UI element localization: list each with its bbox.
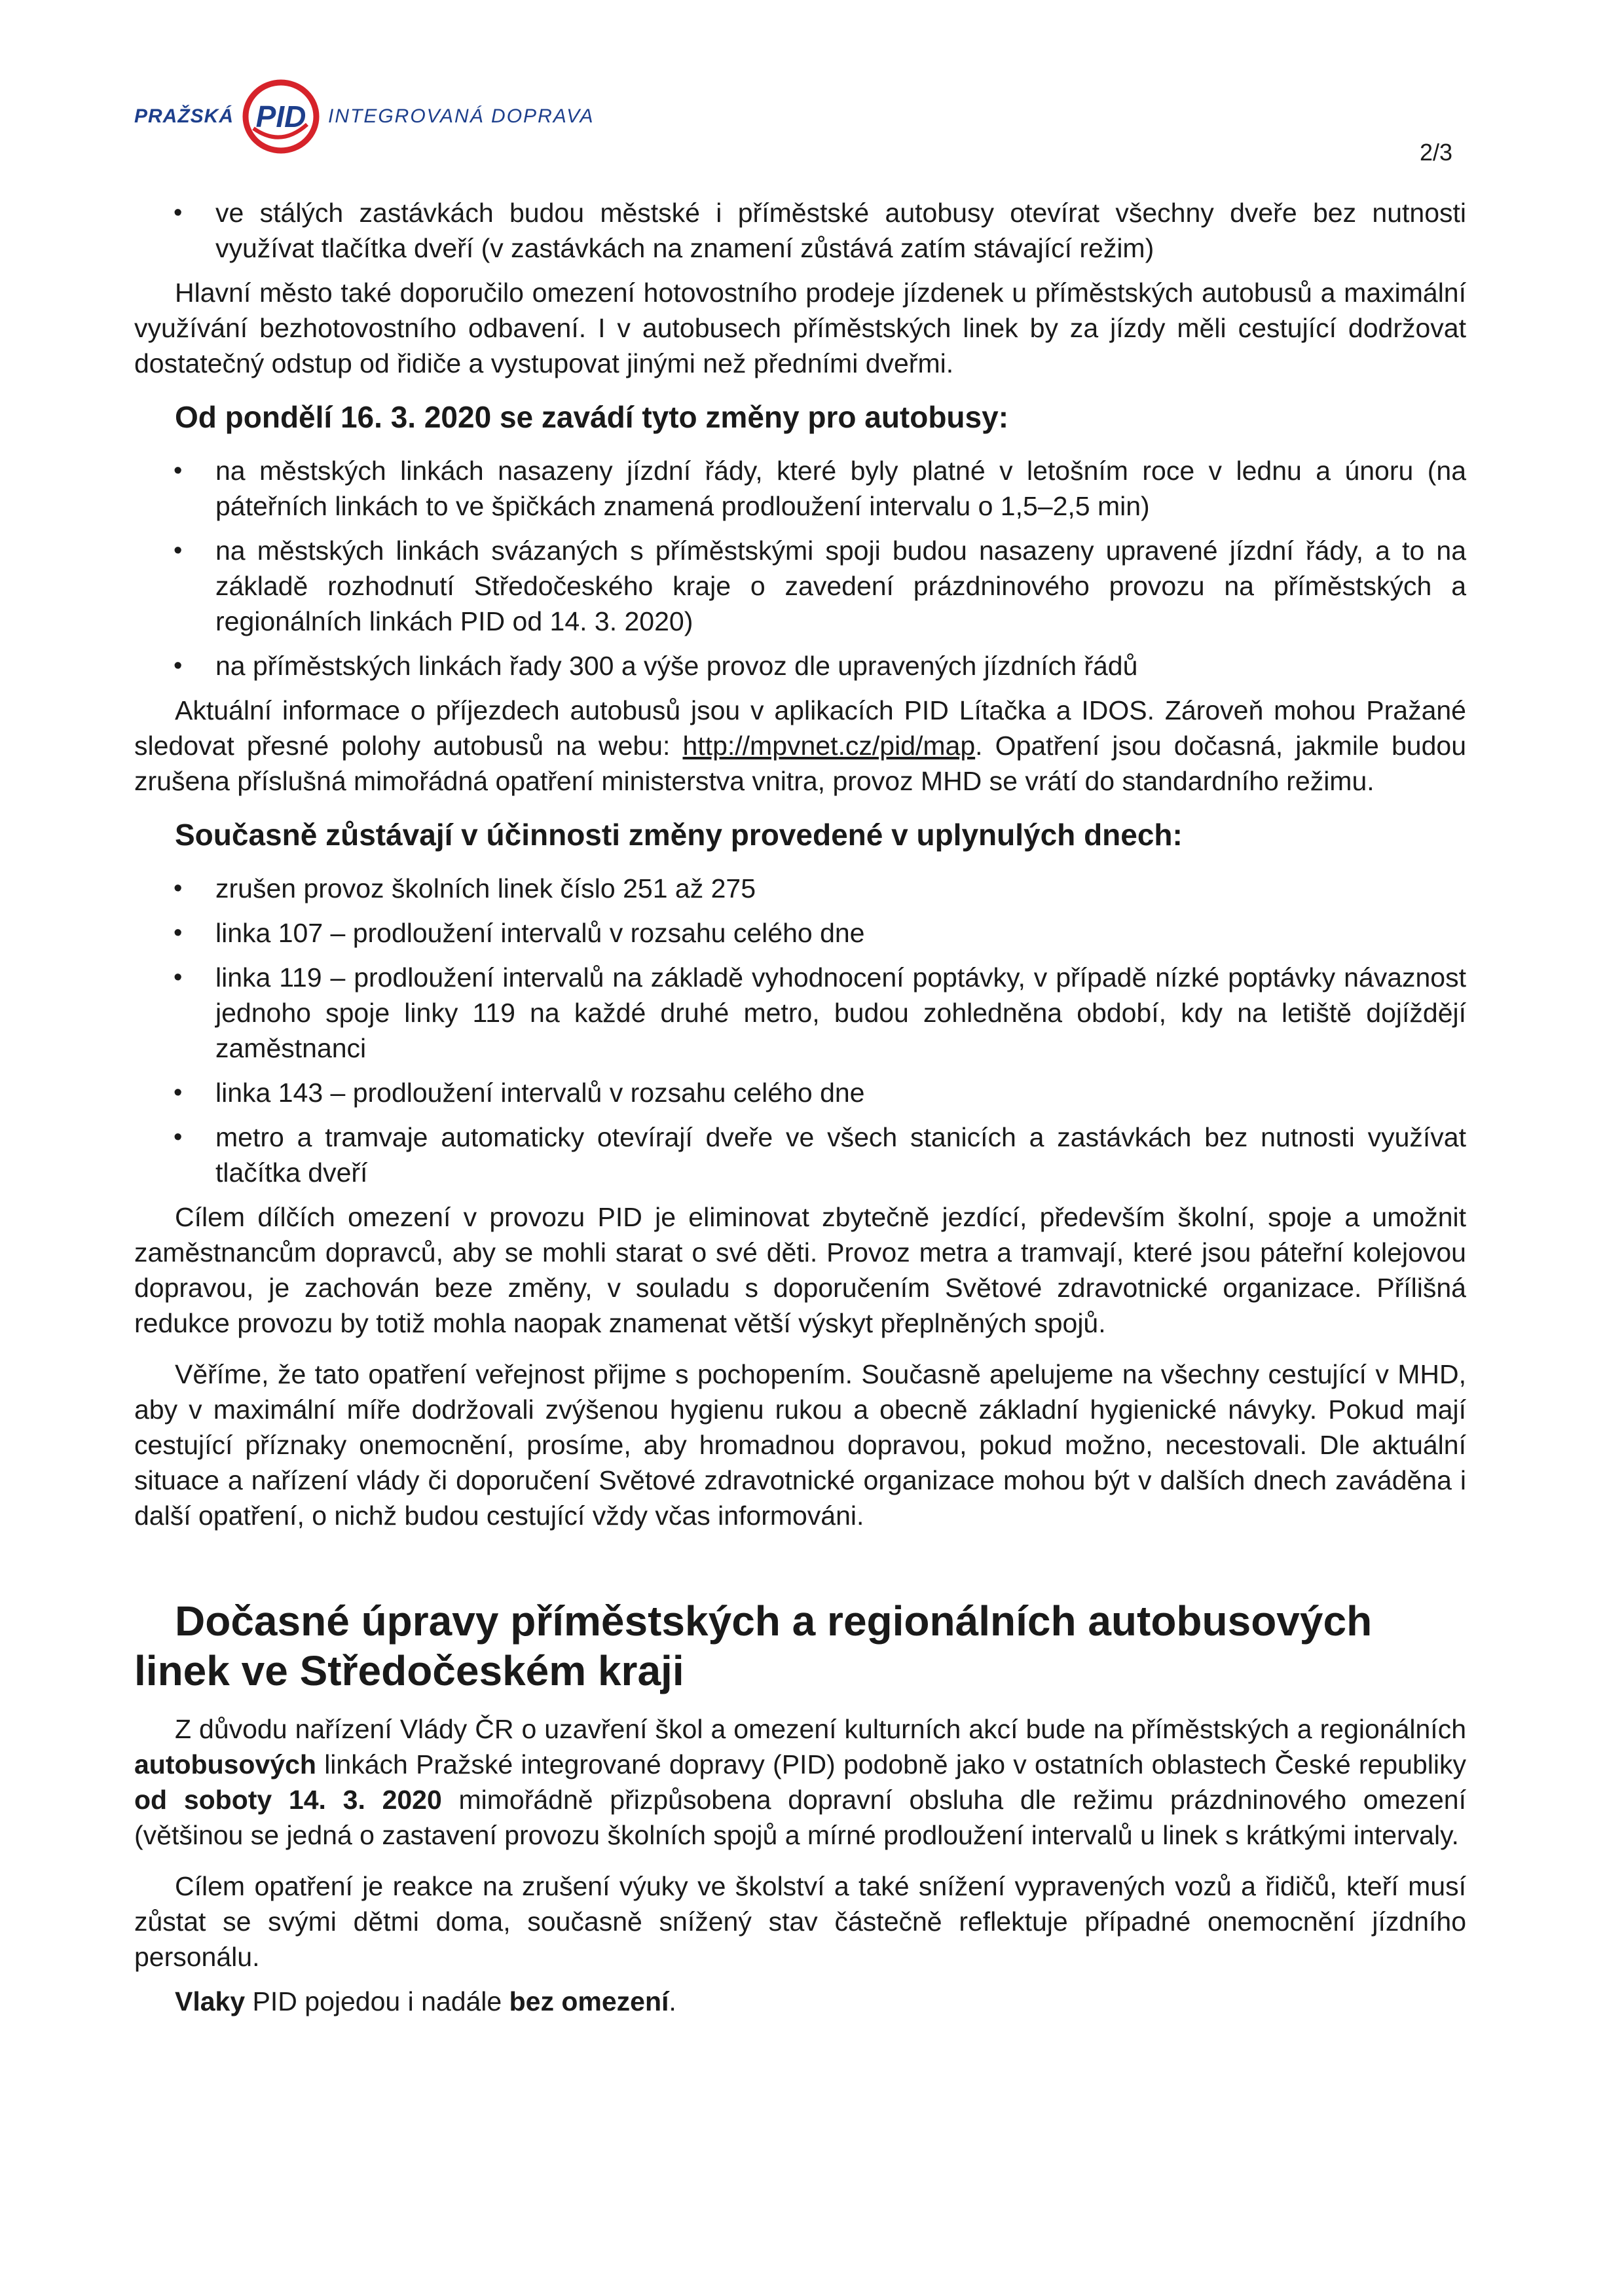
existing-changes-list xyxy=(134,871,1466,1190)
list-item: • ve stálých zastávkách budou městské i příměstské autobusy otevírat všechny dveře bez nutnosti využívat tlačítka dveří (v zastávkách na znamení zůstává zatím stávající režim) xyxy=(134,195,1466,266)
section-title: Dočasné úpravy příměstských a regionálních autobusových linek ve Středočeském kraji xyxy=(134,1597,1373,1694)
logo-text: PID xyxy=(255,100,306,134)
brand-left-text: PRAŽSKÁ xyxy=(134,105,234,127)
document-body xyxy=(134,195,1466,2019)
paragraph-verime: Věříme, že tato opatření veřejnost přijme s pochopením. Současně apelujeme na všechny cestující v MHD, aby v maximální míře dodržovali zvýšenou hygienu rukou a obecně základní hygienické návyky. Pokud mají cestující příznaky onemocnění, prosíme, aby hromadnou dopravou, pokud možno, necestovali. Dle aktuální situace a nařízení vlády či doporučení Světové zdravotnické organizace mohou být v dalších dnech zaváděna i další opatření, o nichž budou cestující vždy včas informováni. xyxy=(134,1359,1466,1531)
list-item: • linka 143 – prodloužení intervalů v rozsahu celého dne xyxy=(134,1075,1466,1110)
list-item: • na městských linkách nasazeny jízdní řády, které byly platné v letošním roce v lednu a únoru (na páteřních linkách to ve špičkách znamená prodloužení intervalu o 1,5–2,5 min) xyxy=(134,453,1466,524)
page-number: 2/3 xyxy=(1420,139,1453,166)
list-item: • na městských linkách svázaných s příměstskými spoji budou nasazeny upravené jízdní řády, a to na základě rozhodnutí Středočeského kraje o zavedení prázdninového provozu na příměstských a regionálních linkách PID od 14. 3. 2020) xyxy=(134,533,1466,639)
paragraph-cilem-opatreni: Cílem opatření je reakce na zrušení výuky ve školství a také snížení vypravených vozů a řidičů, kteří musí zůstat se svými dětmi doma, současně snížený stav částečně reflektuje případné onemocnění jízdního personálu. xyxy=(134,1871,1466,1972)
paragraph-hlavni-mesto: Hlavní město také doporučilo omezení hotovostního prodeje jízdenek u příměstských autobusů a maximální využívání bezhotovostního odbavení. I v autobusech příměstských linek by za jízdy měli cestující dodržovat dostatečný odstup od řidiče a vystupovat jinými než předními dveřmi. xyxy=(134,278,1466,378)
paragraph-cilem: Cílem dílčích omezení v provozu PID je eliminovat zbytečně jezdící, především školní, spoje a umožnit zaměstnancům dopravců, aby se mohli starat o své děti. Provoz metra a tramvají, které jsou páteřní kolejovou dopravou, je zachován beze změny, v souladu s doporučením Světové zdravotnické organizace. Přílišná redukce provozu by totiž mohla naopak znamenat větší výskyt přeplněných spojů. xyxy=(134,1202,1466,1338)
list-item: • linka 119 – prodloužení intervalů na základě vyhodnocení poptávky, v případě nízké poptávky návaznost jednoho spoje linky 119 na každé druhé metro, budou zohledněna období, kdy na letiště dojíždějí zaměstnanci xyxy=(134,960,1466,1066)
paragraph-z-duvodu: Z důvodu nařízení Vlády ČR o uzavření škol a omezení kulturních akcí bude na příměstských a regionálních autobusových linkách Pražské integrované dopravy (PID) podobně jako v ostatních oblastech České republiky od soboty 14. 3. 2020 mimořádně přizpůsobena dopravní obsluha dle režimu prázdninového omezení (většinou se jedná o zastavení provozu školních spojů a mírné prodloužení intervalů u linek s krátkými intervaly. xyxy=(134,1714,1466,1850)
pid-logo-icon xyxy=(242,77,320,156)
brand-right-text: INTEGROVANÁ DOPRAVA xyxy=(328,105,595,127)
changes-bullet-list xyxy=(134,453,1466,683)
list-item: • linka 107 – prodloužení intervalů v rozsahu celého dne xyxy=(134,915,1466,951)
paragraph-aktualni-informace: Aktuální informace o příjezdech autobusů jsou v aplikacích PID Lítačka a IDOS. Zároveň mohou Pražané sledovat přesné polohy autobusů na webu: http://mpvnet.cz/pid/map. Opatření jsou dočasná, jakmile budou zrušena příslušná mimořádná opatření ministerstva vnitra, provoz MHD se vrátí do standardního režimu. xyxy=(134,695,1467,796)
intro-bullet-list xyxy=(134,195,1466,266)
pid-header xyxy=(134,71,594,162)
heading-od-pondeli: Od pondělí 16. 3. 2020 se zavádí tyto změny pro autobusy: xyxy=(175,400,1009,434)
paragraph-vlaky: Vlaky PID pojedou i nadále bez omezení. xyxy=(175,1986,676,2016)
list-item: • na příměstských linkách řady 300 a výše provoz dle upravených jízdních řádů xyxy=(134,648,1466,683)
list-item: • zrušen provoz školních linek číslo 251 až 275 xyxy=(134,871,1466,906)
list-item: • metro a tramvaje automaticky otevírají dveře ve všech stanicích a zastávkách bez nutnosti využívat tlačítka dveří xyxy=(134,1120,1466,1190)
heading-soucasne: Současně zůstávají v účinnosti změny provedené v uplynulých dnech: xyxy=(175,818,1183,852)
mpvnet-link[interactable]: http://mpvnet.cz/pid/map xyxy=(682,731,976,761)
